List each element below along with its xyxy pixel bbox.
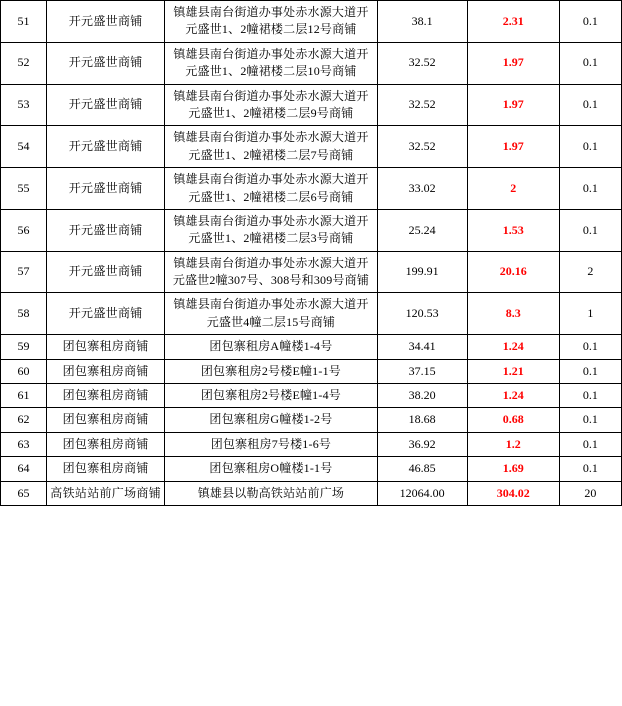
row-index-cell: 62 <box>1 408 47 432</box>
property-coefficient-cell: 0.1 <box>559 335 621 359</box>
property-area-cell: 32.52 <box>377 42 467 84</box>
row-index-cell: 59 <box>1 335 47 359</box>
property-address-cell: 团包寨租房A幢楼1-4号 <box>165 335 377 359</box>
property-name-cell: 开元盛世商铺 <box>47 1 165 43</box>
property-address-cell: 团包寨租房2号楼E幢1-4号 <box>165 384 377 408</box>
property-name-cell: 团包寨租房商铺 <box>47 335 165 359</box>
row-index-cell: 55 <box>1 168 47 210</box>
row-index-cell: 60 <box>1 359 47 383</box>
table-body <box>1 1 622 506</box>
property-name-cell: 团包寨租房商铺 <box>47 408 165 432</box>
table-row <box>1 209 622 251</box>
table-row <box>1 42 622 84</box>
property-area-cell: 46.85 <box>377 457 467 481</box>
property-coefficient-cell: 0.1 <box>559 84 621 126</box>
property-price-cell: 304.02 <box>467 481 559 505</box>
property-address-cell: 镇雄县南台街道办事处赤水源大道开元盛世1、2幢裙楼二层7号商铺 <box>165 126 377 168</box>
property-coefficient-cell: 0.1 <box>559 359 621 383</box>
property-name-cell: 开元盛世商铺 <box>47 42 165 84</box>
property-area-cell: 33.02 <box>377 168 467 210</box>
property-coefficient-cell: 1 <box>559 293 621 335</box>
property-price-cell: 1.97 <box>467 84 559 126</box>
property-price-cell: 0.68 <box>467 408 559 432</box>
property-name-cell: 开元盛世商铺 <box>47 84 165 126</box>
row-index-cell: 61 <box>1 384 47 408</box>
row-index-cell: 54 <box>1 126 47 168</box>
property-address-cell: 镇雄县以勒高铁站站前广场 <box>165 481 377 505</box>
property-price-cell: 1.69 <box>467 457 559 481</box>
property-coefficient-cell: 20 <box>559 481 621 505</box>
property-price-cell: 1.24 <box>467 335 559 359</box>
table-row <box>1 457 622 481</box>
property-area-cell: 25.24 <box>377 209 467 251</box>
property-area-cell: 32.52 <box>377 84 467 126</box>
property-area-cell: 34.41 <box>377 335 467 359</box>
property-price-cell: 1.2 <box>467 432 559 456</box>
property-price-cell: 20.16 <box>467 251 559 293</box>
property-address-cell: 团包寨租房2号楼E幢1-1号 <box>165 359 377 383</box>
property-coefficient-cell: 2 <box>559 251 621 293</box>
property-coefficient-cell: 0.1 <box>559 1 621 43</box>
table-row <box>1 408 622 432</box>
table-row <box>1 432 622 456</box>
property-address-cell: 镇雄县南台街道办事处赤水源大道开元盛世1、2幢裙楼二层12号商铺 <box>165 1 377 43</box>
property-price-cell: 1.24 <box>467 384 559 408</box>
table-row <box>1 481 622 505</box>
row-index-cell: 64 <box>1 457 47 481</box>
property-area-cell: 32.52 <box>377 126 467 168</box>
property-address-cell: 团包寨租房7号楼1-6号 <box>165 432 377 456</box>
property-price-cell: 1.53 <box>467 209 559 251</box>
property-address-cell: 镇雄县南台街道办事处赤水源大道开元盛世4幢二层15号商铺 <box>165 293 377 335</box>
property-coefficient-cell: 0.1 <box>559 168 621 210</box>
property-name-cell: 开元盛世商铺 <box>47 293 165 335</box>
table-row <box>1 84 622 126</box>
row-index-cell: 58 <box>1 293 47 335</box>
property-address-cell: 团包寨租房G幢楼1-2号 <box>165 408 377 432</box>
property-name-cell: 开元盛世商铺 <box>47 251 165 293</box>
property-coefficient-cell: 0.1 <box>559 209 621 251</box>
property-address-cell: 镇雄县南台街道办事处赤水源大道开元盛世1、2幢裙楼二层9号商铺 <box>165 84 377 126</box>
property-name-cell: 开元盛世商铺 <box>47 168 165 210</box>
row-index-cell: 56 <box>1 209 47 251</box>
property-name-cell: 团包寨租房商铺 <box>47 384 165 408</box>
table-row <box>1 1 622 43</box>
property-area-cell: 120.53 <box>377 293 467 335</box>
property-price-cell: 1.97 <box>467 126 559 168</box>
property-area-cell: 36.92 <box>377 432 467 456</box>
table-row <box>1 293 622 335</box>
property-coefficient-cell: 0.1 <box>559 126 621 168</box>
row-index-cell: 52 <box>1 42 47 84</box>
property-address-cell: 镇雄县南台街道办事处赤水源大道开元盛世1、2幢裙楼二层6号商铺 <box>165 168 377 210</box>
property-address-cell: 镇雄县南台街道办事处赤水源大道开元盛世1、2幢裙楼二层10号商铺 <box>165 42 377 84</box>
row-index-cell: 65 <box>1 481 47 505</box>
row-index-cell: 51 <box>1 1 47 43</box>
property-area-cell: 199.91 <box>377 251 467 293</box>
property-coefficient-cell: 0.1 <box>559 42 621 84</box>
property-name-cell: 团包寨租房商铺 <box>47 432 165 456</box>
property-address-cell: 镇雄县南台街道办事处赤水源大道开元盛世2幢307号、308号和309号商铺 <box>165 251 377 293</box>
table-row <box>1 251 622 293</box>
table-row <box>1 359 622 383</box>
property-coefficient-cell: 0.1 <box>559 384 621 408</box>
property-name-cell: 开元盛世商铺 <box>47 209 165 251</box>
property-address-cell: 团包寨租房O幢楼1-1号 <box>165 457 377 481</box>
table-row <box>1 168 622 210</box>
table-row <box>1 335 622 359</box>
property-name-cell: 高铁站站前广场商铺 <box>47 481 165 505</box>
row-index-cell: 57 <box>1 251 47 293</box>
property-coefficient-cell: 0.1 <box>559 432 621 456</box>
row-index-cell: 53 <box>1 84 47 126</box>
property-price-cell: 2.31 <box>467 1 559 43</box>
property-area-cell: 12064.00 <box>377 481 467 505</box>
property-area-cell: 18.68 <box>377 408 467 432</box>
property-area-cell: 38.20 <box>377 384 467 408</box>
property-price-cell: 1.97 <box>467 42 559 84</box>
property-price-cell: 1.21 <box>467 359 559 383</box>
row-index-cell: 63 <box>1 432 47 456</box>
property-area-cell: 38.1 <box>377 1 467 43</box>
property-name-cell: 团包寨租房商铺 <box>47 457 165 481</box>
property-name-cell: 团包寨租房商铺 <box>47 359 165 383</box>
table-row <box>1 384 622 408</box>
property-coefficient-cell: 0.1 <box>559 457 621 481</box>
property-address-cell: 镇雄县南台街道办事处赤水源大道开元盛世1、2幢裙楼二层3号商铺 <box>165 209 377 251</box>
property-name-cell: 开元盛世商铺 <box>47 126 165 168</box>
property-price-cell: 8.3 <box>467 293 559 335</box>
table-row <box>1 126 622 168</box>
property-price-cell: 2 <box>467 168 559 210</box>
property-coefficient-cell: 0.1 <box>559 408 621 432</box>
property-area-cell: 37.15 <box>377 359 467 383</box>
